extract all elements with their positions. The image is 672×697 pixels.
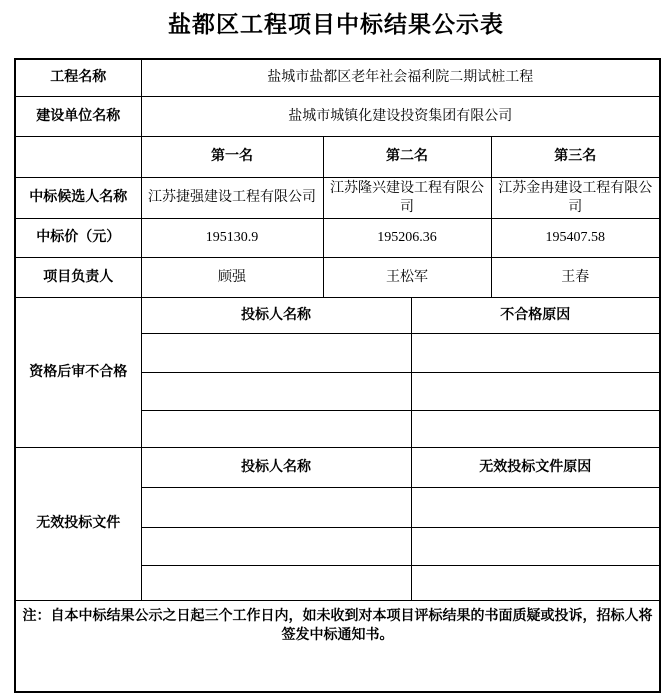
row-note <box>15 600 660 692</box>
project-manager-2: 王松军 <box>323 257 491 297</box>
unqualified-bidder-empty-cell <box>141 333 411 372</box>
row-unqualified-header <box>15 297 660 333</box>
candidate-1: 江苏捷强建设工程有限公司 <box>141 177 323 218</box>
row-invalid-bid-header <box>15 447 660 487</box>
invalid-bid-reason-empty-cell <box>411 487 660 527</box>
row-project-name <box>15 59 660 96</box>
rank-header-corner-cell <box>15 136 141 177</box>
invalid-bid-reason-col-header: 无效投标文件原因 <box>411 447 660 487</box>
invalid-bid-section-label: 无效投标文件 <box>15 447 141 600</box>
rank-header-third: 第三名 <box>491 136 660 177</box>
project-manager-3: 王春 <box>491 257 660 297</box>
candidates-label: 中标候选人名称 <box>15 177 141 218</box>
bid-result-table <box>14 58 661 693</box>
construction-unit-value: 盐城市城镇化建设投资集团有限公司 <box>141 96 660 136</box>
bid-price-1: 195130.9 <box>141 218 323 257</box>
unqualified-bidder-empty-cell <box>141 372 411 410</box>
invalid-bid-bidder-col-header: 投标人名称 <box>141 447 411 487</box>
row-project-manager <box>15 257 660 297</box>
bid-price-label: 中标价（元） <box>15 218 141 257</box>
unqualified-reason-empty-cell <box>411 333 660 372</box>
unqualified-reason-empty-cell <box>411 372 660 410</box>
invalid-bid-bidder-empty-cell <box>141 565 411 600</box>
invalid-bid-bidder-empty-cell <box>141 487 411 527</box>
unqualified-bidder-col-header: 投标人名称 <box>141 297 411 333</box>
row-candidates <box>15 177 660 218</box>
bid-price-3: 195407.58 <box>491 218 660 257</box>
row-construction-unit <box>15 96 660 136</box>
unqualified-reason-empty-cell <box>411 410 660 447</box>
unqualified-bidder-empty-cell <box>141 410 411 447</box>
footnote: 注：自本中标结果公示之日起三个工作日内，如未收到对本项目评标结果的书面质疑或投诉，招标人将签发中标通知书。 <box>15 600 660 692</box>
project-name-value: 盐城市盐都区老年社会福利院二期试桩工程 <box>141 59 660 96</box>
rank-header-second: 第二名 <box>323 136 491 177</box>
bid-price-2: 195206.36 <box>323 218 491 257</box>
invalid-bid-bidder-empty-cell <box>141 527 411 565</box>
invalid-bid-reason-empty-cell <box>411 565 660 600</box>
project-manager-label: 项目负责人 <box>15 257 141 297</box>
row-rank-header <box>15 136 660 177</box>
project-manager-1: 顾强 <box>141 257 323 297</box>
row-bid-price <box>15 218 660 257</box>
candidate-2: 江苏隆兴建设工程有限公司 <box>323 177 491 218</box>
rank-header-first: 第一名 <box>141 136 323 177</box>
construction-unit-label: 建设单位名称 <box>15 96 141 136</box>
page-title: 盐都区工程项目中标结果公示表 <box>168 12 504 37</box>
unqualified-section-label: 资格后审不合格 <box>15 297 141 447</box>
project-name-label: 工程名称 <box>15 59 141 96</box>
invalid-bid-reason-empty-cell <box>411 527 660 565</box>
candidate-3: 江苏金冉建设工程有限公司 <box>491 177 660 218</box>
unqualified-reason-col-header: 不合格原因 <box>411 297 660 333</box>
